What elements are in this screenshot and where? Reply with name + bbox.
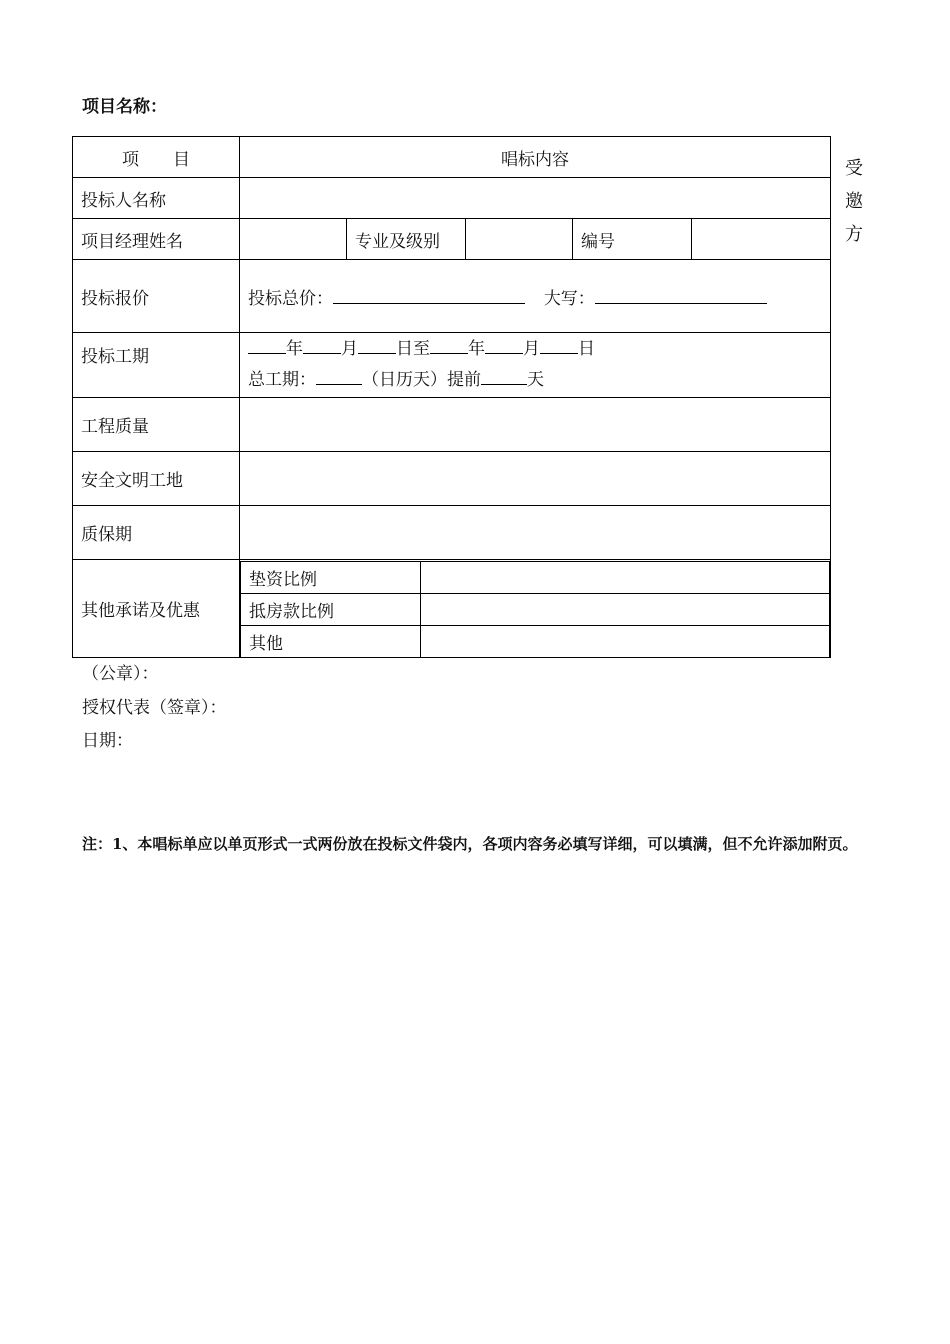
other-promises-subtable (240, 561, 830, 657)
start-year-blank[interactable] (248, 337, 286, 354)
end-day-blank[interactable] (540, 337, 578, 354)
sub-item-property-offset-value[interactable] (421, 593, 830, 625)
total-period-blank[interactable] (316, 368, 362, 385)
warranty-value[interactable] (240, 506, 831, 560)
end-month-blank[interactable] (485, 337, 523, 354)
seal-label: （公章）： (82, 664, 159, 684)
other-promises-label: 其他承诺及优惠 (73, 560, 240, 658)
quality-value[interactable] (240, 398, 831, 452)
other-promises-subtable-cell (240, 560, 831, 658)
end-year-text: 年 (468, 339, 485, 359)
bid-price-value[interactable] (240, 260, 831, 333)
total-price-label: 投标总价： (248, 288, 333, 309)
sub-item-other-value[interactable] (421, 625, 830, 657)
side-char: 受 (845, 158, 863, 179)
manager-row (73, 219, 831, 260)
sub-item-advance-funding-label: 垫资比例 (241, 561, 421, 593)
warranty-row (73, 506, 831, 560)
period-dates-line (248, 334, 822, 365)
date-label: 日期： (82, 731, 133, 751)
bidder-name-row (73, 178, 831, 219)
safety-label: 安全文明工地 (73, 452, 240, 506)
bid-price-label: 投标报价 (73, 260, 240, 333)
end-day-text: 日 (578, 339, 595, 359)
side-char: 方 (845, 224, 863, 245)
uppercase-label: 大写： (543, 288, 595, 309)
safety-value[interactable] (240, 452, 831, 506)
sub-item-property-offset-label: 抵房款比例 (241, 593, 421, 625)
sub-item-advance-funding-value[interactable] (421, 561, 830, 593)
side-char: 邀 (845, 191, 863, 212)
sub-item-row (241, 593, 830, 625)
bid-price-row (73, 260, 831, 333)
quality-row (73, 398, 831, 452)
start-day-blank[interactable] (358, 337, 396, 354)
bidder-name-value[interactable] (240, 178, 831, 219)
sub-item-other-label: 其他 (241, 625, 421, 657)
number-value[interactable] (692, 219, 831, 260)
quality-label: 工程质量 (73, 398, 240, 452)
start-day-to-text: 日至 (396, 339, 430, 359)
manager-name-value[interactable] (240, 219, 347, 260)
safety-row (73, 452, 831, 506)
days-text: 天 (527, 370, 544, 390)
sub-item-row (241, 561, 830, 593)
header-item-cell: 项 目 (73, 137, 240, 178)
authorized-rep-label: 授权代表（签章）： (82, 698, 227, 718)
bid-period-value[interactable] (240, 333, 831, 398)
end-month-text: 月 (523, 339, 540, 359)
number-label: 编号 (573, 219, 692, 260)
total-price-blank[interactable] (333, 287, 525, 304)
project-name-label: 项目名称： (82, 97, 167, 117)
table-header-row (73, 137, 831, 178)
bid-period-label: 投标工期 (73, 333, 240, 398)
other-promises-row (73, 560, 831, 658)
bid-period-row (73, 333, 831, 398)
calendar-days-text: （日历天）提前 (362, 370, 481, 390)
bid-opening-form-table (72, 136, 831, 658)
end-year-blank[interactable] (430, 337, 468, 354)
sub-item-row (241, 625, 830, 657)
major-level-label: 专业及级别 (347, 219, 466, 260)
warranty-label: 质保期 (73, 506, 240, 560)
bidder-name-label: 投标人名称 (73, 178, 240, 219)
invited-party-side-label (843, 152, 865, 251)
major-level-value[interactable] (466, 219, 573, 260)
manager-name-label: 项目经理姓名 (73, 219, 240, 260)
header-content-cell: 唱标内容 (240, 137, 831, 178)
start-month-blank[interactable] (303, 337, 341, 354)
advance-days-blank[interactable] (481, 368, 527, 385)
uppercase-blank[interactable] (595, 287, 767, 304)
total-period-line (248, 365, 822, 396)
start-month-text: 月 (341, 339, 358, 359)
start-year-text: 年 (286, 339, 303, 359)
footnote: 注：1、本唱标单应以单页形式一式两份放在投标文件袋内，各项内容务必填写详细，可以填满，但不允许添加附页。 (82, 835, 858, 853)
total-period-label: 总工期： (248, 370, 316, 390)
